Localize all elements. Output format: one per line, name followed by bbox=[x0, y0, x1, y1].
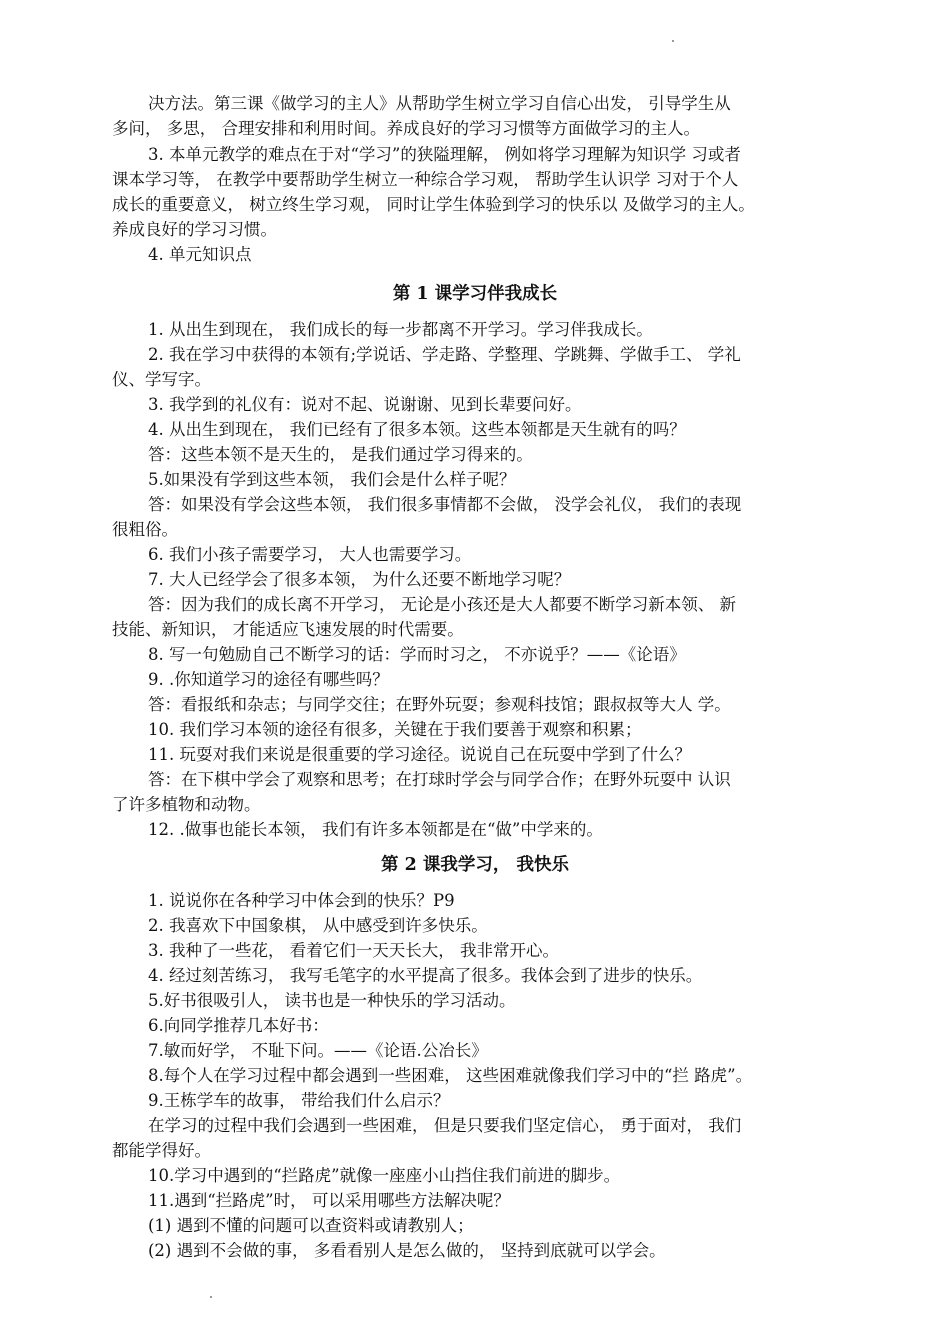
lesson1-line: 3. 我学到的礼仪有：说对不起、说谢谢、见到长辈要问好。 bbox=[148, 395, 582, 414]
intro-line: 3. 本单元教学的难点在于对“学习”的狭隘理解， 例如将学习理解为知识学 习或者 bbox=[148, 145, 741, 164]
lesson1-line: 10. 我们学习本领的途径有很多，关键在于我们要善于观察和积累； bbox=[148, 720, 642, 739]
lesson2-line: 2. 我喜欢下中国象棋， 从中感受到许多快乐。 bbox=[148, 916, 488, 935]
lesson2-line: 都能学得好。 bbox=[112, 1141, 211, 1160]
lesson1-line: 仪、学写字。 bbox=[112, 370, 211, 389]
lesson1-line: 5.如果没有学到这些本领， 我们会是什么样子呢？ bbox=[148, 470, 516, 489]
lesson2-line: (2) 遇到不会做的事， 多看看别人是怎么做的， 坚持到底就可以学会。 bbox=[148, 1241, 666, 1260]
lesson2-line: 8.每个人在学习过程中都会遇到一些困难， 这些困难就像我们学习中的“拦 路虎”。 bbox=[148, 1066, 753, 1085]
lesson2-line: 6.向同学推荐几本好书： bbox=[148, 1016, 329, 1035]
lesson2-line: 10.学习中遇到的“拦路虎”就像一座座小山挡住我们前进的脚步。 bbox=[148, 1166, 621, 1185]
lesson1-line: 7. 大人已经学会了很多本领， 为什么还要不断地学习呢？ bbox=[148, 570, 571, 589]
lesson1-line: 答：这些本领不是天生的， 是我们通过学习得来的。 bbox=[148, 445, 533, 464]
lesson2-line: (1) 遇到不懂的问题可以查资料或请教别人； bbox=[148, 1216, 474, 1235]
lesson1-line: 4. 从出生到现在， 我们已经有了很多本领。这些本领都是天生就有的吗？ bbox=[148, 420, 686, 439]
lesson1-title: 第 1 课学习伴我成长 bbox=[392, 284, 558, 304]
lesson1-line: 9. .你知道学习的途径有哪些吗？ bbox=[148, 670, 389, 689]
lesson2-title: 第 2 课我学习， 我快乐 bbox=[381, 855, 569, 875]
lesson2-line: 9.王栋学车的故事， 带给我们什么启示？ bbox=[148, 1091, 450, 1110]
lesson2-line: 4. 经过刻苦练习， 我写毛笔字的水平提高了很多。我体会到了进步的快乐。 bbox=[148, 966, 703, 985]
intro-line: 成长的重要意义， 树立终生学习观， 同时让学生体验到学习的快乐以 及做学习的主人。 bbox=[112, 195, 755, 214]
lesson1-line: 11. 玩耍对我们来说是很重要的学习途径。说说自己在玩耍中学到了什么？ bbox=[148, 745, 691, 764]
lesson1-line: 了许多植物和动物。 bbox=[112, 795, 261, 814]
scan-speck bbox=[210, 1296, 212, 1298]
lesson2-line: 在学习的过程中我们会遇到一些困难， 但是只要我们坚定信心， 勇于面对， 我们 bbox=[148, 1116, 742, 1135]
intro-line: 多问， 多思， 合理安排和利用时间。养成良好的学习习惯等方面做学习的主人。 bbox=[112, 119, 700, 138]
lesson1-line: 6. 我们小孩子需要学习， 大人也需要学习。 bbox=[148, 545, 472, 564]
lesson1-line: 答：如果没有学会这些本领， 我们很多事情都不会做， 没学会礼仪， 我们的表现 bbox=[148, 495, 742, 514]
lesson1-line: 答：在下棋中学会了观察和思考；在打球时学会与同学合作；在野外玩耍中 认识 bbox=[148, 770, 731, 789]
lesson1-line: 1. 从出生到现在， 我们成长的每一步都离不开学习。学习伴我成长。 bbox=[148, 320, 653, 339]
scan-speck bbox=[672, 40, 674, 42]
lesson1-line: 技能、新知识， 才能适应飞速发展的时代需要。 bbox=[112, 620, 464, 639]
lesson1-line: 2. 我在学习中获得的本领有;学说话、学走路、学整理、学跳舞、学做手工、 学礼 bbox=[148, 345, 741, 364]
lesson1-line: 12. .做事也能长本领， 我们有许多本领都是在“做”中学来的。 bbox=[148, 820, 603, 839]
intro-line: 4. 单元知识点 bbox=[148, 245, 252, 264]
lesson2-line: 11.遇到“拦路虎”时， 可以采用哪些方法解决呢？ bbox=[148, 1191, 510, 1210]
intro-line: 课本学习等， 在教学中要帮助学生树立一种综合学习观， 帮助学生认识学 习对于个人 bbox=[112, 170, 739, 189]
lesson2-line: 1. 说说你在各种学习中体会到的快乐？P9 bbox=[148, 891, 455, 910]
intro-line: 决方法。第三课《做学习的主人》从帮助学生树立学习自信心出发， 引导学生从 bbox=[148, 94, 731, 113]
lesson2-line: 5.好书很吸引人， 读书也是一种快乐的学习活动。 bbox=[148, 991, 516, 1010]
lesson2-line: 7.敏而好学， 不耻下问。——《论语.公冶长》 bbox=[148, 1041, 488, 1060]
lesson2-line: 3. 我种了一些花， 看着它们一天天长大， 我非常开心。 bbox=[148, 941, 559, 960]
lesson1-line: 答：因为我们的成长离不开学习， 无论是小孩还是大人都要不断学习新本领、 新 bbox=[148, 595, 736, 614]
lesson1-line: 8. 写一句勉励自己不断学习的话：学而时习之， 不亦说乎？——《论语》 bbox=[148, 645, 686, 664]
lesson1-line: 答：看报纸和杂志；与同学交往；在野外玩耍；参观科技馆；跟叔叔等大人 学。 bbox=[148, 695, 731, 714]
intro-line: 养成良好的学习习惯。 bbox=[112, 220, 277, 239]
lesson1-line: 很粗俗。 bbox=[112, 520, 178, 539]
